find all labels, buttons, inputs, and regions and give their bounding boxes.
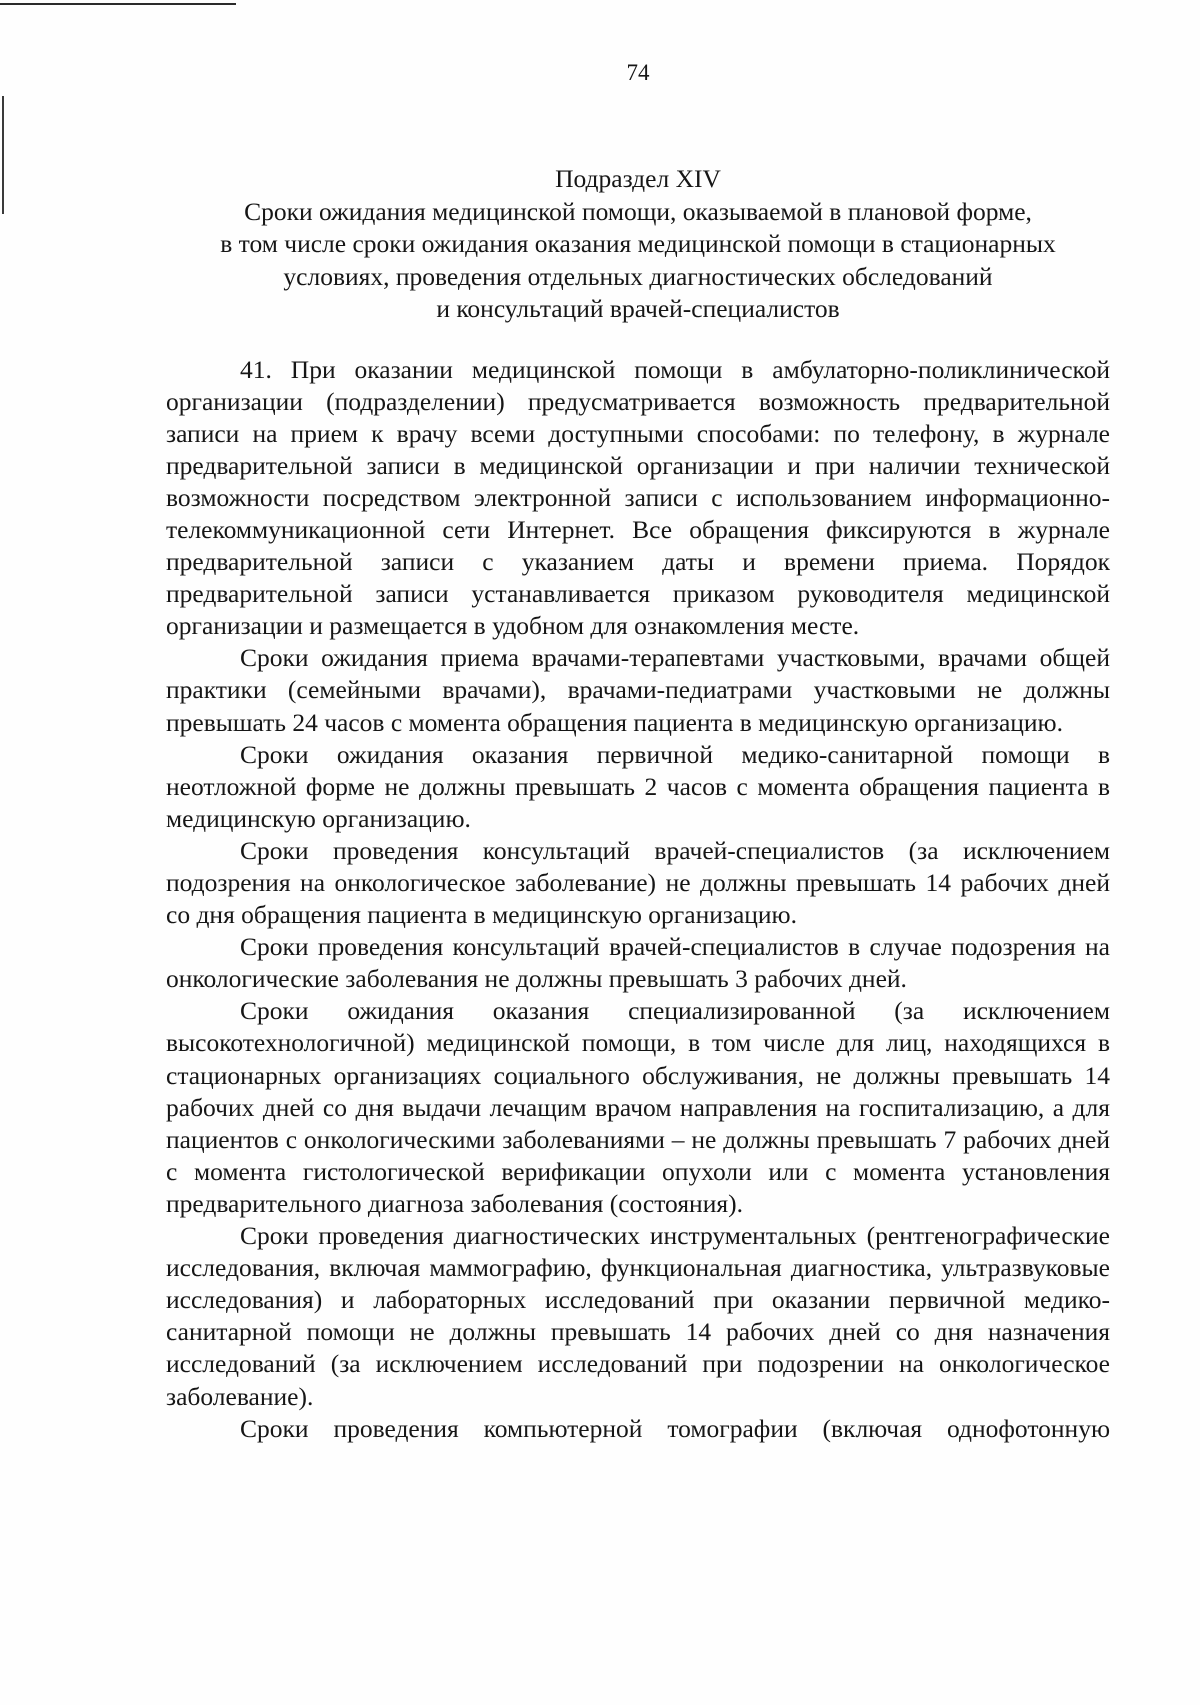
paragraph: Сроки ожидания оказания специализированной (за исключением высокотехнологичной) медицинской помощи, в том числе для лиц, находящихся в стационарных организациях социального обслуживания, не должны превышать 14 рабочих дней со дня выдачи лечащим врачом направления на госпитализацию, а для пациентов с онкологическими заболеваниями – не должны превышать 7 рабочих дней с момента гистологической верификации опухоли или с момента установления предварительного диагноза заболевания (состояния).: [166, 996, 1110, 1218]
scan-edge-mark: [0, 3, 236, 5]
page-number: 74: [626, 60, 650, 85]
section-subtitle-line: условиях, проведения отдельных диагностических обследований: [283, 261, 993, 291]
paragraph: Сроки ожидания приема врачами-терапевтами участковыми, врачами общей практики (семейными врачами), врачами-педиатрами участковыми не должны превышать 24 часов с момента обращения пациента в медицинскую организацию.: [166, 643, 1110, 737]
section-subtitle-line: в том числе сроки ожидания оказания медицинской помощи в стационарных: [220, 229, 1056, 258]
paragraph: Сроки ожидания оказания первичной медико-санитарной помощи в неотложной форме не должны превышать 2 часов с момента обращения пациента в медицинскую организацию.: [166, 739, 1110, 833]
paragraph: Сроки проведения диагностических инструментальных (рентгенографические исследования, включая маммографию, функциональная диагностика, ультразвуковые исследования) и лабораторных исследований при оказании первичной медико-санитарной помощи не должны превышать 14 рабочих дней со дня назначения исследований (за исключением исследований при подозрении на онкологическое заболевание).: [166, 1221, 1110, 1411]
scan-edge-mark: [2, 96, 4, 214]
document-page: [166, 55, 1110, 1445]
paragraph: Сроки проведения консультаций врачей-специалистов в случае подозрения на онкологические заболевания не должны превышать 3 рабочих дней.: [166, 932, 1110, 994]
paragraph: Сроки проведения консультаций врачей-специалистов (за исключением подозрения на онкологическое заболевание) не должны превышать 14 рабочих дней со дня обращения пациента в медицинскую организацию.: [166, 835, 1110, 930]
section-subtitle-line: и консультаций врачей-специалистов: [436, 294, 840, 323]
section-title: Подраздел XIV: [555, 164, 721, 193]
paragraph-continued: Сроки проведения компьютерной томографии (включая однофотонную: [240, 1413, 1110, 1443]
section-heading: [166, 163, 1110, 326]
paragraph-41: 41. При оказании медицинской помощи в амбулаторно-поликлинической организации (подразделении) предусматривается возможность предварительной записи на прием к врачу всеми доступными способами: по телефону, в журнале предварительной записи в медицинской организации и при наличии технической возможности посредством электронной записи с использованием информационно-телекоммуникационной сети Интернет. Все обращения фиксируются в журнале предварительной записи с указанием даты и времени приема. Порядок предварительной записи устанавливается приказом руководителя медицинской организации и размещается в удобном для ознакомления месте.: [166, 354, 1110, 641]
section-subtitle-line: Сроки ожидания медицинской помощи, оказываемой в плановой форме,: [244, 196, 1032, 226]
document-body: [166, 354, 1110, 1445]
